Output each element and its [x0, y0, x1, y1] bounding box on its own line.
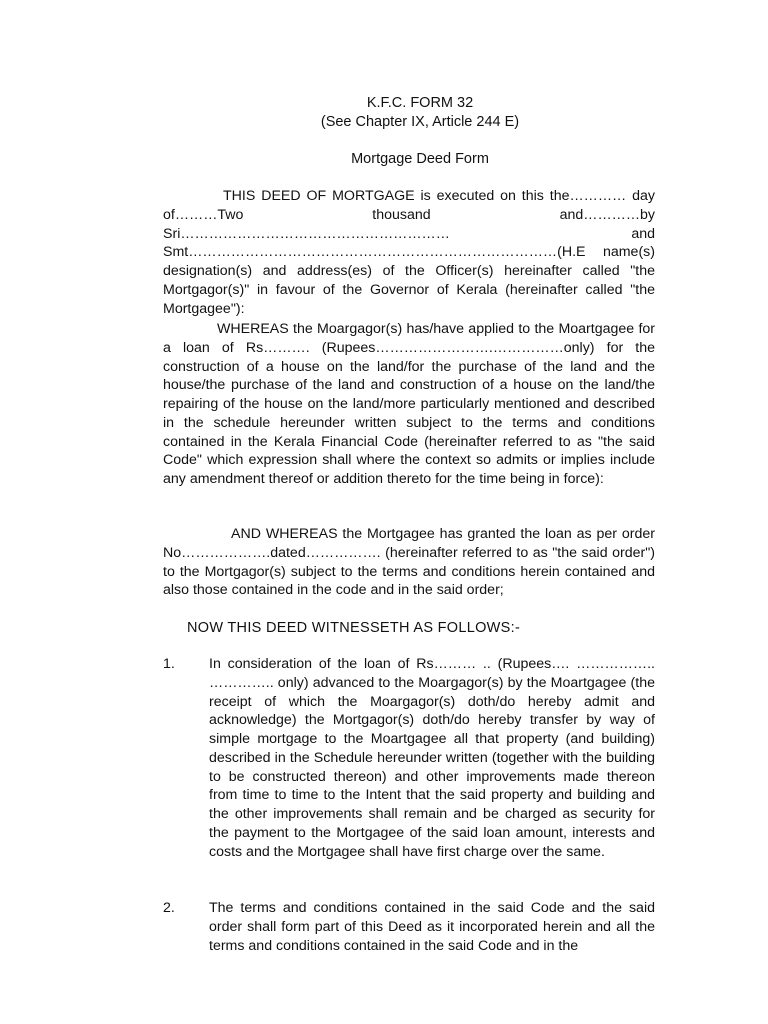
and-whereas-paragraph [163, 525, 655, 600]
clause-text: The terms and conditions contained in the said Code and the said order shall form part of this Deed as it incorporated herein and all the terms and conditions contained in the said Code and in the [209, 900, 655, 954]
deed-opening-paragraph [163, 187, 655, 318]
clause-item [163, 655, 655, 861]
paragraph-text: AND WHEREAS the Mortgagee has granted the loan as per order No……………….dated……………. (hereinafter referred to as "the said order") to the Mortgagor(s) subject to the terms and conditions herein contained and also those contained in the code and in the said order; [163, 526, 655, 599]
clause-item [163, 899, 655, 955]
witness-heading: NOW THIS DEED WITNESSETH AS FOLLOWS:- [187, 620, 521, 636]
deed-heading: Mortgage Deed Form [351, 151, 489, 167]
form-subtitle: (See Chapter IX, Article 244 E) [320, 114, 520, 130]
paragraph-text: THIS DEED OF MORTGAGE is executed on this the………… day of………Two thousand and…………by Sri………………………………………………… and Smt……………………………………………………………………(H.E name(s) designation(s) and address(es) of the Officer(s) hereinafter called "the Mortgagor(s)" in favour of the Governor of Kerala (hereinafter called "the Mortgagee"): [163, 188, 655, 317]
clause-number: 1. [163, 656, 175, 672]
paragraph-text: WHEREAS the Moargagor(s) has/have applied to the Moartgagee for a loan of Rs………. (Rupees…………………….……………only) for the construction of a house on the land/for the purchase of the land and the house/the purchase of the land and construction of a house on the land/the repairing of the house on the land/more particularly mentioned and described in the schedule hereunder written subject to the terms and conditions contained in the Kerala Financial Code (hereinafter referred to as "the said Code" which expression shall where the context so admits or implies include any amendment thereof or addition thereto for the time being in force): [163, 321, 655, 487]
clause-text: In consideration of the loan of Rs……… .. (Rupees…. …………….. ………….. only) advanced to the Moargagor(s) by the Moartgagee (the receipt of which the Moargagor(s) doth/do hereby admit and acknowledge) the Mortgagor(s) doth/do hereby transfer by way of simple mortgage to the Moartgagee all that property (and building) described in the Schedule hereunder written (together with the building to be constructed thereon) and other improvements made thereon from time to time to the Intent that the said property and building and the other improvements shall remain and be charged as security for the payment to the Mortgagee of the said loan amount, interests and costs and the Mortgagee shall have first charge over the same. [209, 656, 655, 860]
whereas-paragraph [163, 320, 655, 489]
clause-number: 2. [163, 900, 175, 916]
form-title: K.F.C. FORM 32 [366, 95, 474, 111]
